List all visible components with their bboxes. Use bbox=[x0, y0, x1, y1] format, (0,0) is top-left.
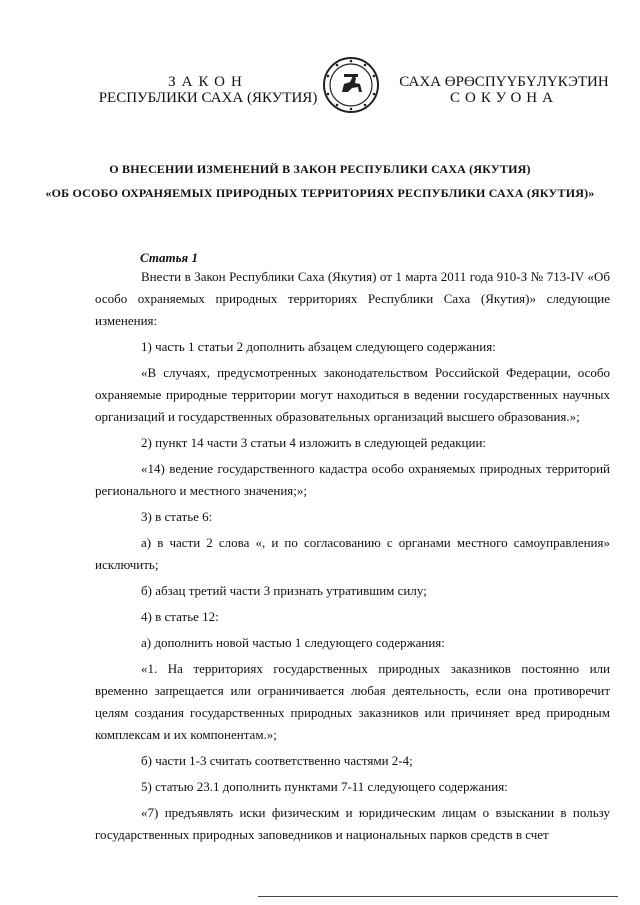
header-left bbox=[98, 74, 318, 106]
law-label: ЗАКОН bbox=[168, 74, 248, 90]
document-title-line2: «ОБ ОСОБО ОХРАНЯЕМЫХ ПРИРОДНЫХ ТЕРРИТОРИЯХ РЕСПУБЛИКИ САХА (ЯКУТИЯ)» bbox=[45, 186, 595, 200]
coat-of-arms-icon bbox=[322, 56, 380, 114]
paragraph: а) дополнить новой частью 1 следующего содержания: bbox=[141, 635, 445, 650]
paragraph: Внести в Закон Республики Саха (Якутия) от 1 марта 2011 года 910-З № 713-IV «Об особо охраняемых природных территориях Республики Саха (Якутия)» следующие изменения: bbox=[95, 269, 610, 328]
document-title-line1: О ВНЕСЕНИИ ИЗМЕНЕНИЙ В ЗАКОН РЕСПУБЛИКИ САХА (ЯКУТИЯ) bbox=[109, 162, 531, 176]
republic-name-ru: РЕСПУБЛИКИ САХА (ЯКУТИЯ) bbox=[98, 90, 318, 106]
paragraph: «14) ведение государственного кадастра особо охраняемых природных территорий регионального и местного значения;»; bbox=[95, 461, 610, 498]
paragraph: «1. На территориях государственных природных заказников постоянно или временно запрещается или ограничивается любая деятельность, если она противоречит целям создания государственных природных заказников или причиняет вред природным комплексам и их компонентам.»; bbox=[95, 661, 610, 742]
law-label-sakha: СОКУОНА bbox=[450, 90, 558, 106]
paragraph: 1) часть 1 статьи 2 дополнить абзацем следующего содержания: bbox=[141, 339, 496, 354]
page-edge-line bbox=[258, 896, 618, 897]
paragraph: б) части 1-3 считать соответственно частями 2-4; bbox=[141, 753, 413, 768]
paragraph: а) в части 2 слова «, и по согласованию с органами местного самоуправления» исключить; bbox=[95, 535, 610, 572]
paragraph: б) абзац третий части 3 признать утратившим силу; bbox=[141, 583, 427, 598]
paragraph: 5) статью 23.1 дополнить пунктами 7-11 следующего содержания: bbox=[141, 779, 508, 794]
paragraph: 3) в статье 6: bbox=[141, 509, 213, 524]
paragraph: «7) предъявлять иски физическим и юридическим лицам о взыскании в пользу государственных природных заповедников и национальных парков средств в счет bbox=[95, 805, 610, 842]
paragraph: «В случаях, предусмотренных законодательством Российской Федерации, особо охраняемые природные территории могут находиться в ведении государственных научных организаций и государственных образовательных организаций высшего образования.»; bbox=[95, 365, 610, 424]
article-heading: Статья 1 bbox=[140, 250, 198, 265]
header-right bbox=[384, 74, 624, 106]
document-body bbox=[95, 266, 610, 850]
paragraph: 4) в статье 12: bbox=[141, 609, 219, 624]
paragraph: 2) пункт 14 части 3 статьи 4 изложить в следующей редакции: bbox=[141, 435, 487, 450]
republic-name-sakha: САХА ӨРӨСПҮҮБҮЛҮКЭТИН bbox=[399, 74, 609, 90]
